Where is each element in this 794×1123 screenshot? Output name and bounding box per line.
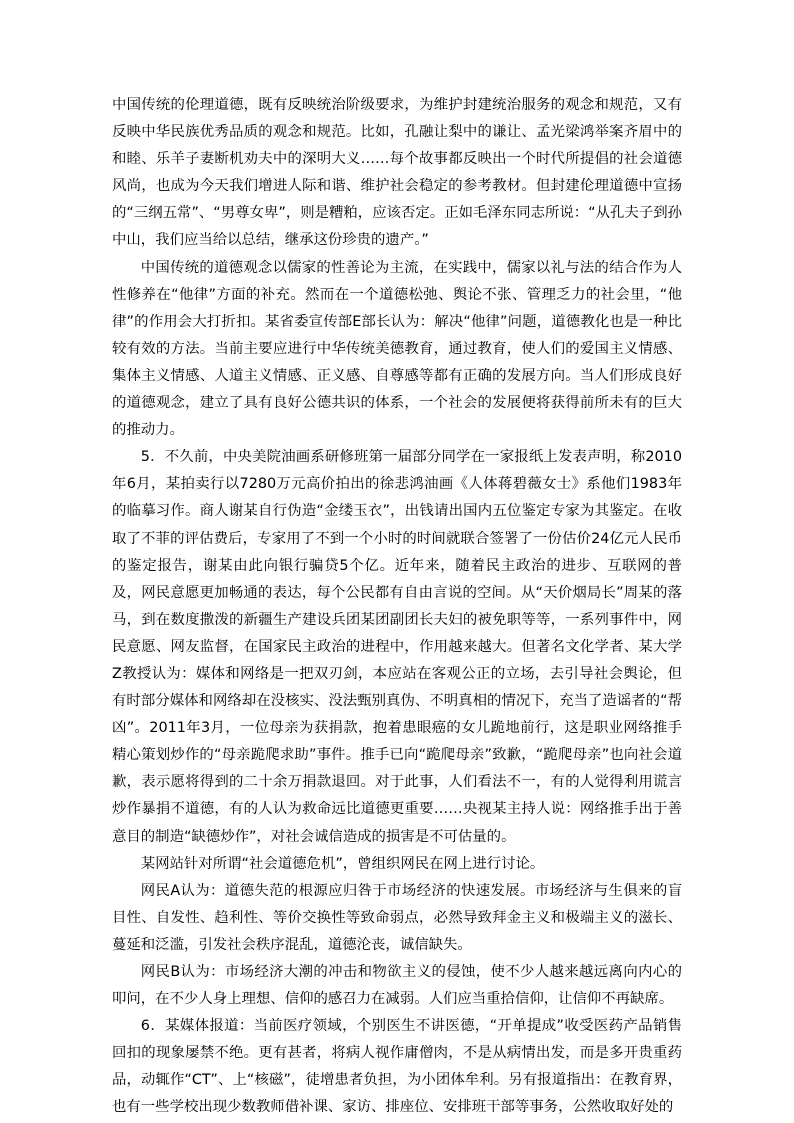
paragraph: 网民B认为：市场经济大潮的冲击和物欲主义的侵蚀，使不少人越来越远离向内心的叩问，在不少人身上理想、信仰的感召力在减弱。人们应当重拾信仰，让信仰不再缺席。 [112,964,682,1008]
paragraph: 网民A认为：道德失范的根源应归咎于市场经济的快速发展。市场经济与生俱来的盲目性、自发性、趋利性、等价交换性等致命弱点，必然导致拜金主义和极端主义的滋长、蔓延和泛滥，引发社会秩序混乱，道德沦丧，诚信缺失。 [112,882,682,953]
paragraph: 某网站针对所谓“社会道德危机”，曾组织网民在网上进行讨论。 [140,855,545,872]
paragraph: 中国传统的道德观念以儒家的性善论为主流，在实践中，儒家以礼与法的结合作为人性修养在“他律”方面的补充。然而在一个道德松弛、舆论不张、管理乏力的社会里，“他律”的作用会大打折扣。某省委宣传部E部长认为：解决“他律”问题，道德教化也是一种比较有效的方法。当前主要应进行中华传统美德教育，通过教育，使人们的爱国主义情感、集体主义情感、人道主义情感、正义感、自尊感等都有正确的发展方向。当人们形成良好的道德观念，建立了具有良好公德共识的体系，一个社会的发展便将获得前所未有的巨大的推动力。 [112,259,682,439]
paragraph: 6．某媒体报道：当前医疗领域，个别医生不讲医德，“开单提成”收受医药产品销售回扣的现象屡禁不绝。更有甚者，将病人视作庸僧肉，不是从病情出发，而是多开贵重药品，动辄作“CT”、上“核磁”，徒增患者负担，为小团体牟利。另有报道指出：在教育界，也有一些学校出现少数教师借补课、家访、排座位、安排班干部等事务，公然收取好处的 [112,1018,682,1116]
paragraph: 5．不久前，中央美院油画系研修班第一届部分同学在一家报纸上发表声明，称2010年6月，某拍卖行以7280万元高价拍出的徐悲鸿油画《人体蒋碧薇女士》系他们1983年的临摹习作。商人谢某自行伪造“金缕玉衣”，出钱请出国内五位鉴定专家为其鉴定。在收取了不菲的评估费后，专家用了不到一个小时的时间就联合签署了一份估价24亿元人民币的鉴定报告，谢某由此向银行骗贷5个亿。近年来，随着民主政治的进步、互联网的普及，网民意愿更加畅通的表达，每个公民都有自由言说的空间。从“天价烟局长”周某的落马，到在数度撒泼的新疆生产建设兵团某团副团长夫妇的被免职等等，一系列事件中，网民意愿、网友监督，在国家民主政治的进程中，作用越来越大。但著名文化学者、某大学Z教授认为：媒体和网络是一把双刃剑，本应站在客观公正的立场，去引导社会舆论，但有时部分媒体和网络却在没核实、没法甄别真伪、不明真相的情况下，充当了造谣者的“帮凶”。2011年3月，一位母亲为获捐款，抱着患眼癌的女儿跪地前行，这是职业网络推手精心策划炒作的“母亲跪爬求助”事件。推手已向“跪爬母亲”致歉，“跪爬母亲”也向社会道歉，表示愿将得到的二十余万捐款退回。对于此事，人们看法不一，有的人觉得利用谎言炒作暴捐不道德，有的人认为救命远比道德更重要……央视某主持人说：网络推手出于善意目的制造“缺德炒作”，对社会诚信造成的损害是不可估量的。 [112,449,682,845]
paragraph: 中国传统的伦理道德，既有反映统治阶级要求，为维护封建统治服务的观念和规范，又有反映中华民族优秀品质的观念和规范。比如，孔融让梨中的谦让、孟光梁鸿举案齐眉中的和睦、乐羊子妻断机劝夫中的深明大义……每个故事都反映出一个时代所提倡的社会道德风尚，也成为今天我们增进人际和谐、维护社会稳定的参考教材。但封建伦理道德中宣扬的“三纲五常”、“男尊女卑”，则是糟粕，应该否定。正如毛泽东同志所说：“从孔夫子到孙中山，我们应当给以总结，继承这份珍贵的遗产。” [112,97,682,249]
document-body [112,92,682,1122]
